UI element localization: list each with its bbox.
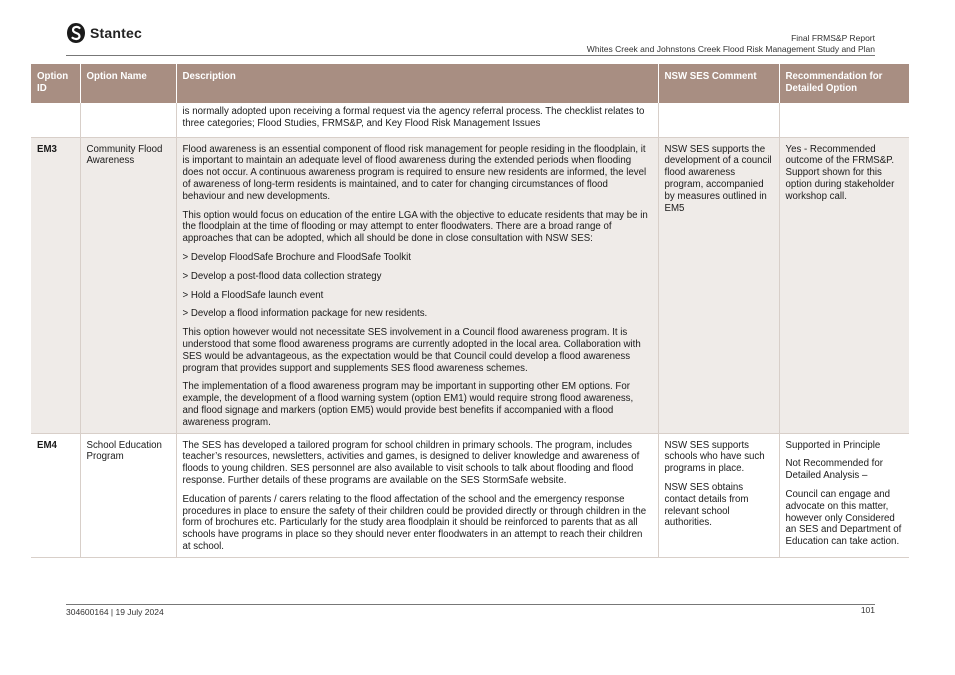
- continuation-text: is normally adopted upon receiving a formal request via the agency referral process. The checklist relates to three categories; Flood Studies, FRMS&P, and Key Flood Risk Management Issues: [176, 103, 658, 137]
- option-description: [176, 137, 658, 433]
- header-option-id: Option ID: [31, 64, 80, 103]
- option-name: Community Flood Awareness: [80, 137, 176, 433]
- table-row-em3: [31, 137, 909, 433]
- description-paragraph: Education of parents / carers relating to the flood affectation of the school and the emergency response procedures in place to ensure the safety of their children could be provided directly or through children in the form of brochures etc. Particularly for the study area floodplain it should be reinforced to parents that as all schools have programs in place so they should never enter floodwaters in an attempt to reach their children at school.: [182, 493, 647, 552]
- description-paragraph: This option would focus on education of the entire LGA with the objective to educate residents that may be in the floodplain at the time of flooding or may attempt to enter floodwaters. There are a broad range of approaches that can be adopted, which all should be done in close consultation with NSW SES:: [182, 209, 648, 245]
- option-id: EM3: [31, 137, 80, 433]
- stantec-logo: [66, 22, 142, 44]
- header-titles: [587, 33, 875, 55]
- header-description: Description: [176, 64, 658, 103]
- header-ses-comment: NSW SES Comment: [658, 64, 779, 103]
- footer-divider: [66, 604, 875, 605]
- ses-comment-paragraph: NSW SES supports the development of a council flood awareness program, accompanied by measures outlined in EM5: [664, 143, 772, 214]
- table-row-continuation: [31, 103, 909, 137]
- options-table: [31, 64, 909, 558]
- option-name: School Education Program: [80, 433, 176, 557]
- ses-comment-paragraph: NSW SES supports schools who have such programs in place.: [664, 439, 765, 475]
- header-divider: [66, 55, 875, 56]
- logo-text: Stantec: [90, 25, 142, 41]
- recommendation-paragraph: Council can engage and advocate on this matter, however only Considered an SES and Department of Education can take action.: [785, 488, 902, 548]
- description-paragraph: The implementation of a flood awareness program may be important in supporting other EM options. For example, the development of a flood warning system (option EM1) would require strong flood awareness, and flood signage and markers (option EM5) would provide best benefits if accompanied with a flood awareness program.: [182, 381, 634, 428]
- description-list-item: > Develop a post-flood data collection strategy: [182, 270, 382, 282]
- table-row-em4: [31, 433, 909, 557]
- document-reference: 304600164 | 19 July 2024: [66, 607, 164, 617]
- recommendation-paragraph: Supported in Principle: [785, 439, 881, 451]
- ses-comment: [658, 137, 779, 433]
- ses-comment: [658, 433, 779, 557]
- description-paragraph: The SES has developed a tailored program for school children in primary schools. The program, includes teacher’s resources, newsletters, activities and games, is designed to deliver knowledge and awareness of floods to young children. SES personnel are also available to visit schools to talk about flooding and flood response. Further details of these programs are available on the SES StormSafe website.: [182, 439, 640, 486]
- recommendation-paragraph: Yes - Recommended outcome of the FRMS&P. Support shown for this option during stakeholder workshop call.: [785, 143, 895, 202]
- recommendation-paragraph: Not Recommended for Detailed Analysis –: [785, 458, 883, 482]
- description-list-item: > Develop FloodSafe Brochure and FloodSafe Toolkit: [182, 251, 411, 263]
- description-list-item: > Hold a FloodSafe launch event: [182, 289, 324, 301]
- option-id: EM4: [31, 433, 80, 557]
- header-option-name: Option Name: [80, 64, 176, 103]
- study-title: Whites Creek and Johnstons Creek Flood Risk Management Study and Plan: [586, 44, 875, 54]
- recommendation: [779, 433, 909, 557]
- description-paragraph: Flood awareness is an essential component of flood risk management for people residing in the floodplain, it is important to maintain an adequate level of flood awareness during the extended periods when flooding does not occur. A continuous awareness program is required to ensure new residents are informed, the level of awareness of long-term residents is maintained, and to cater for changing circumstances of flood behaviour and new developments.: [182, 143, 647, 202]
- page-number: 101: [860, 605, 875, 615]
- description-paragraph: This option however would not necessitate SES involvement in a Council flood awareness program. It is understood that some flood awareness programs are currently adopted in the local area. Collaboration with SES would be advantageous, as the expectation would be that Council could develop a flood awareness program that provides support and supplements SES flood awareness schemes.: [182, 327, 641, 374]
- header-recommendation: Recommendation for Detailed Option: [779, 64, 909, 103]
- option-description: [176, 433, 658, 557]
- description-list-item: > Develop a flood information package for new residents.: [182, 308, 428, 320]
- recommendation: [779, 137, 909, 433]
- stantec-logo-icon: [66, 22, 86, 44]
- report-title: Final FRMS&P Report: [791, 33, 875, 43]
- ses-comment-paragraph: NSW SES obtains contact details from relevant school authorities.: [664, 481, 749, 529]
- table-header-row: [31, 64, 909, 103]
